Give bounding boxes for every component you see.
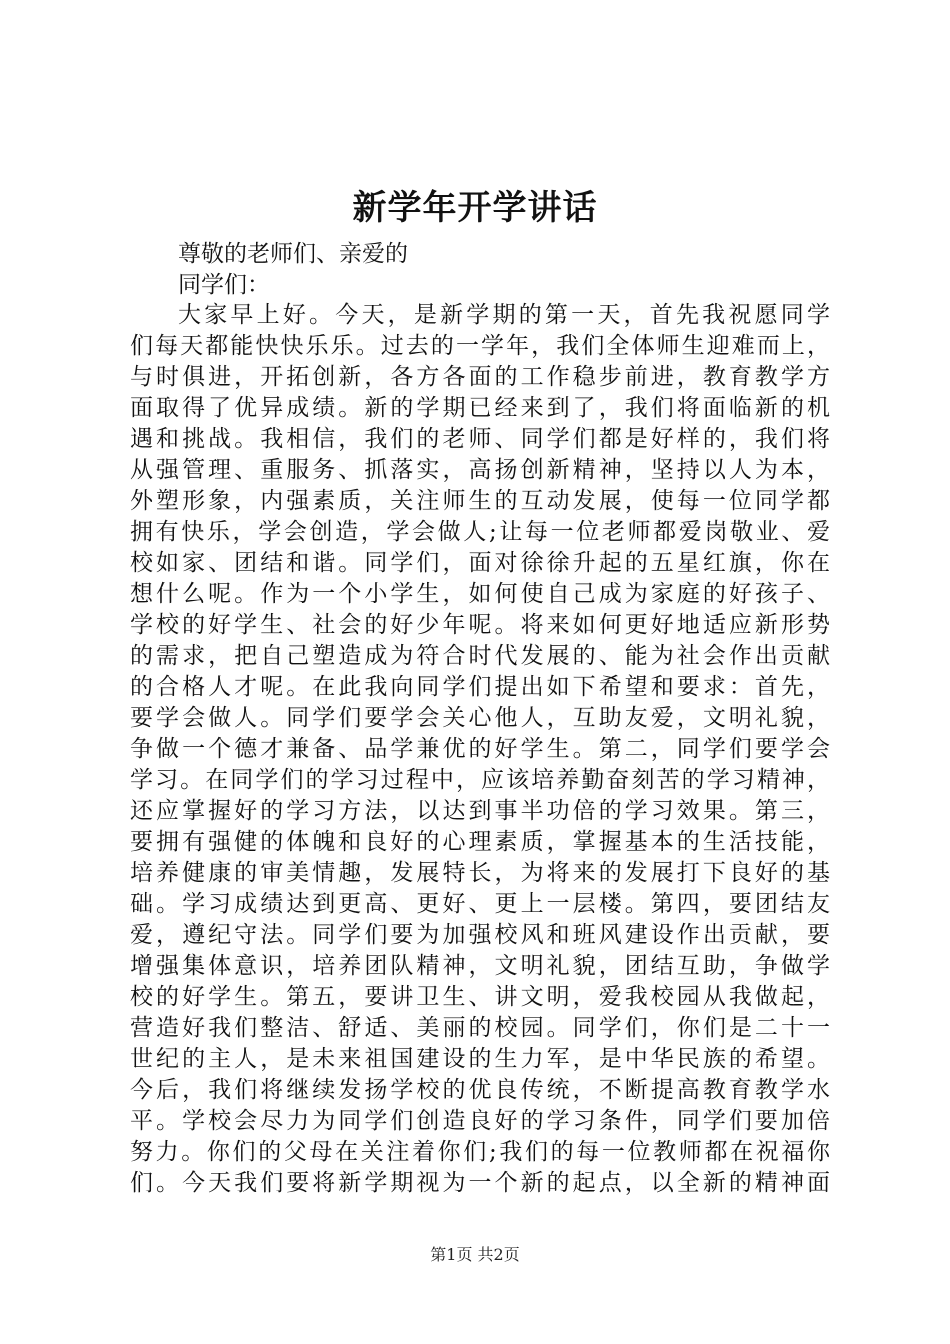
body-line: 校的好学生。第五，要讲卫生、讲文明，爱我校园从我做起， [130,984,830,1010]
body-line: 遇和挑战。我相信，我们的老师、同学们都是好样的，我们将 [130,426,830,452]
body-line: 从强管理、重服务、抓落实，高扬创新精神，坚持以人为本， [130,457,830,483]
body-line: 们。今天我们要将新学期视为一个新的起点，以全新的精神面 [130,1170,830,1196]
body-line: 础。学习成绩达到更高、更好、更上一层楼。第四，要团结友 [130,891,830,917]
body-line: 校如家、团结和谐。同学们，面对徐徐升起的五星红旗，你在 [130,550,830,576]
body-line: 争做一个德才兼备、品学兼优的好学生。第二，同学们要学会 [130,736,830,762]
body-line: 学习。在同学们的学习过程中，应该培养勤奋刻苦的学习精神， [130,767,830,793]
body-line: 大家早上好。今天，是新学期的第一天，首先我祝愿同学 [178,302,830,328]
speech-body [130,300,830,1199]
body-line: 今后，我们将继续发扬学校的优良传统，不断提高教育教学水 [130,1077,830,1103]
body-line: 想什么呢。作为一个小学生，如何使自己成为家庭的好孩子、 [130,581,830,607]
body-line: 的合格人才呢。在此我向同学们提出如下希望和要求：首先， [130,674,830,700]
body-line: 要拥有强健的体魄和良好的心理素质，掌握基本的生活技能， [130,829,830,855]
body-line: 努力。你们的父母在关注着你们;我们的每一位教师都在祝福你 [130,1139,830,1165]
body-line: 学校的好学生、社会的好少年呢。将来如何更好地适应新形势 [130,612,830,638]
body-line: 培养健康的审美情趣，发展特长，为将来的发展打下良好的基 [130,860,830,886]
body-line: 与时俱进，开拓创新，各方各面的工作稳步前进，教育教学方 [130,364,830,390]
document-title: 新学年开学讲话 [352,188,598,228]
body-line: 还应掌握好的学习方法，以达到事半功倍的学习效果。第三， [130,798,830,824]
body-line: 增强集体意识，培养团队精神，文明礼貌，团结互助，争做学 [130,953,830,979]
body-line: 拥有快乐，学会创造，学会做人;让每一位老师都爱岗敬业、爱 [130,519,830,545]
body-line: 要学会做人。同学们要学会关心他人，互助友爱，文明礼貌， [130,705,830,731]
body-line: 外塑形象，内强素质，关注师生的互动发展，使每一位同学都 [130,488,830,514]
salutation-line-1: 尊敬的老师们、亲爱的 [178,241,408,267]
body-line: 的需求，把自己塑造成为符合时代发展的、能为社会作出贡献 [130,643,830,669]
body-line: 爱，遵纪守法。同学们要为加强校风和班风建设作出贡献，要 [130,922,830,948]
body-line: 世纪的主人，是未来祖国建设的生力军，是中华民族的希望。 [130,1046,830,1072]
salutation-line-2: 同学们： [178,272,270,298]
body-line: 面取得了优异成绩。新的学期已经来到了，我们将面临新的机 [130,395,830,421]
body-line: 平。学校会尽力为同学们创造良好的学习条件，同学们要加倍 [130,1108,830,1134]
body-line: 们每天都能快快乐乐。过去的一学年，我们全体师生迎难而上， [130,333,830,359]
body-line: 营造好我们整洁、舒适、美丽的校园。同学们，你们是二十一 [130,1015,830,1041]
page-footer: 第1页 共2页 [430,1245,520,1264]
